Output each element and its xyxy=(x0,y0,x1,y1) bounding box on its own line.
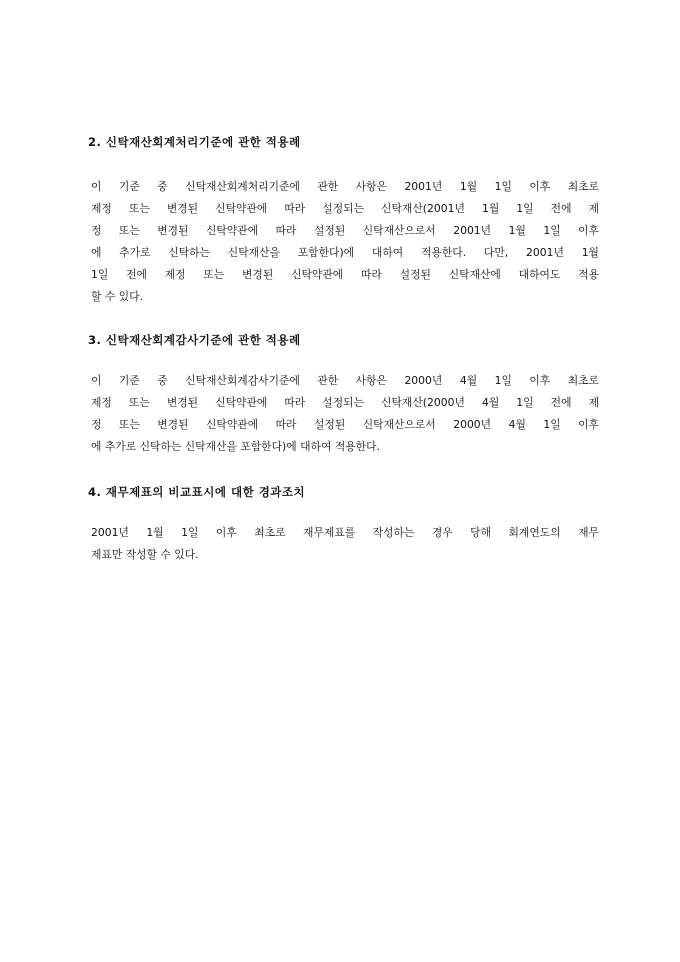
section-2-paragraph xyxy=(91,176,599,308)
paragraph-line: 제표만 작성할 수 있다. xyxy=(91,548,199,561)
paragraph-line: 이 기준 중 신탁재산회계처리기준에 관한 사항은 2001년 1월 1일 이후 최초로 xyxy=(91,180,599,193)
paragraph-line: 할 수 있다. xyxy=(91,290,144,303)
paragraph-line: 정 또는 변경된 신탁약관에 따라 설정된 신탁재산으로서 2000년 4월 1일 이후 xyxy=(91,418,599,431)
paragraph-line: 이 기준 중 신탁재산회계감사기준에 관한 사항은 2000년 4월 1일 이후 최초로 xyxy=(91,374,599,387)
paragraph-line: 에 추가로 신탁하는 신탁재산을 포함한다)에 대하여 적용한다. 다만, 2001년 1월 xyxy=(91,246,599,259)
paragraph-line: 제정 또는 변경된 신탁약관에 따라 설정되는 신탁재산(2001년 1월 1일 전에 제 xyxy=(91,202,599,215)
section-3-heading: 3. 신탁재산회계감사기준에 관한 적용례 xyxy=(88,333,301,347)
section-4-paragraph xyxy=(91,522,599,566)
paragraph-line: 제정 또는 변경된 신탁약관에 따라 설정되는 신탁재산(2000년 4월 1일 전에 제 xyxy=(91,396,599,409)
section-4-heading: 4. 재무제표의 비교표시에 대한 경과조치 xyxy=(88,485,306,499)
paragraph-line: 2001년 1월 1일 이후 최초로 재무제표를 작성하는 경우 당해 회계연도의 재무 xyxy=(91,526,599,539)
paragraph-line: 정 또는 변경된 신탁약관에 따라 설정된 신탁재산으로서 2001년 1월 1일 이후 xyxy=(91,224,599,237)
section-3-paragraph xyxy=(91,370,599,458)
paragraph-line: 에 추가로 신탁하는 신탁재산을 포함한다)에 대하여 적용한다. xyxy=(91,440,380,453)
section-2-heading: 2. 신탁재산회계처리기준에 관한 적용례 xyxy=(88,135,301,149)
paragraph-line: 1일 전에 제정 또는 변경된 신탁약관에 따라 설정된 신탁재산에 대하여도 적용 xyxy=(91,268,599,281)
